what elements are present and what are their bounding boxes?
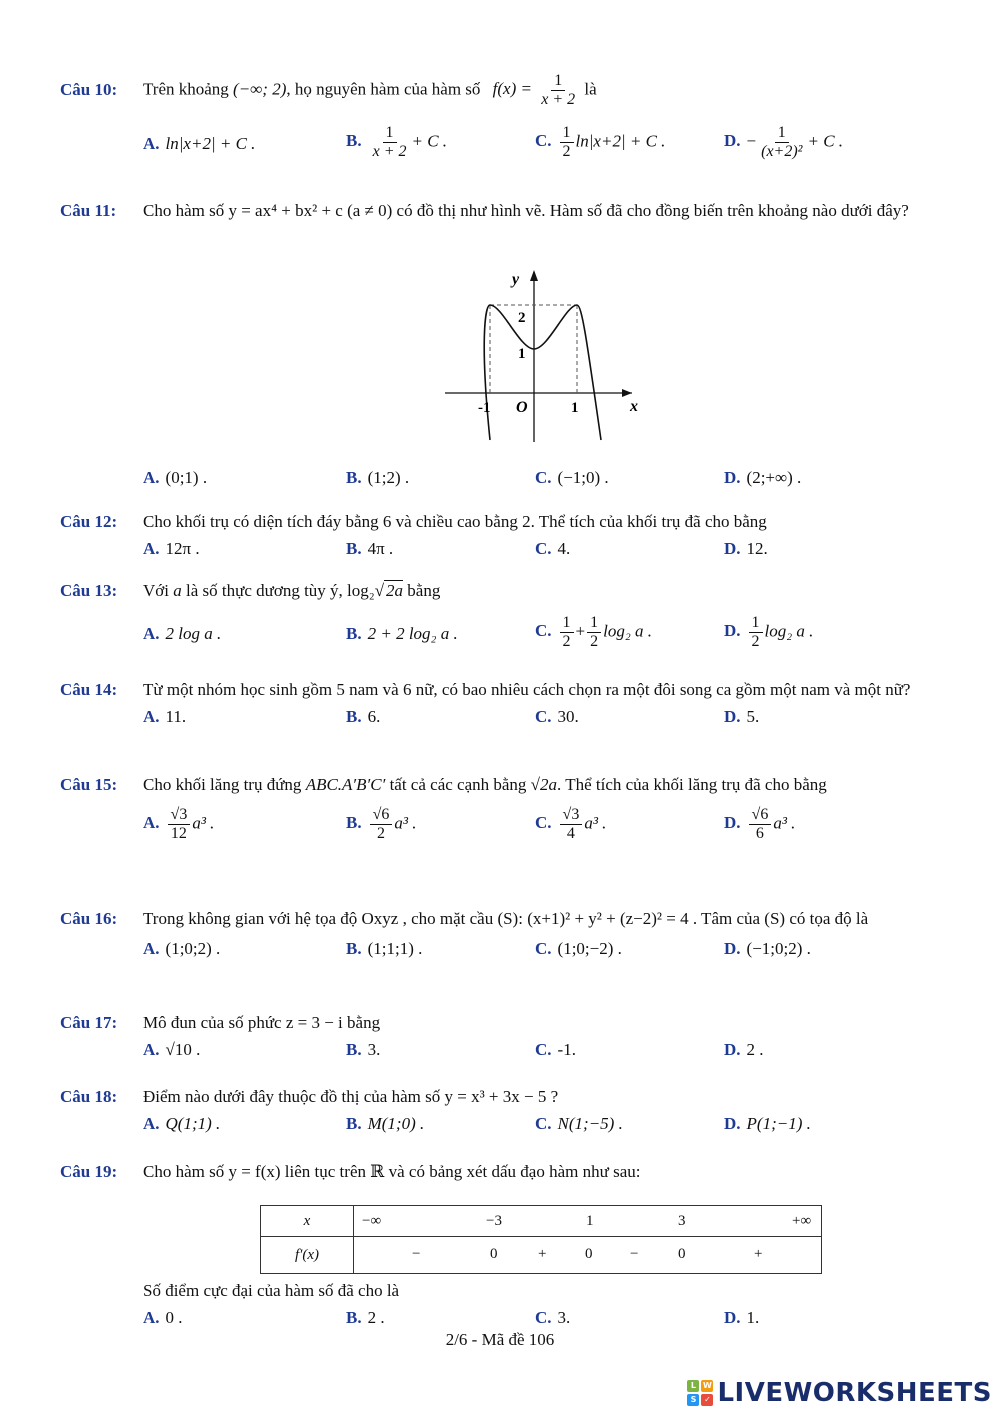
- answer-options: [143, 806, 940, 850]
- option-d[interactable]: D. − $\frac{1}{\text{(x+2)²}}$ + C .: [724, 124, 844, 160]
- option-a[interactable]: A. $\frac{√3}{12}$ a³ .: [143, 806, 215, 842]
- option-c[interactable]: C. N(1;−5) .: [535, 1114, 623, 1133]
- question-number: Câu 14:: [60, 680, 118, 699]
- x-value: −3: [486, 1213, 502, 1229]
- sign-table-x-label: x: [261, 1206, 354, 1237]
- tick-1: 1: [571, 400, 579, 416]
- option-c[interactable]: C. (1;0;−2) .: [535, 939, 622, 958]
- option-d[interactable]: D. 5.: [724, 707, 760, 726]
- option-a[interactable]: A. 11.: [143, 707, 187, 726]
- tick-neg1: -1: [478, 400, 491, 416]
- option-a[interactable]: A. 12π .: [143, 539, 200, 558]
- option-a[interactable]: A. 0 .: [143, 1308, 183, 1327]
- question-number: Câu 13:: [60, 581, 118, 600]
- tick-y1: 1: [518, 346, 526, 362]
- logo-grid-icon: L W S ✓: [687, 1380, 713, 1406]
- option-d[interactable]: D. 1.: [724, 1308, 760, 1327]
- option-d[interactable]: D. (2;+∞) .: [724, 468, 802, 487]
- option-d[interactable]: D. $\frac{1}{2}$ log₂ a .: [724, 614, 814, 650]
- sign: −: [630, 1246, 639, 1262]
- question-number: Câu 11:: [60, 201, 117, 220]
- question-12: [60, 509, 940, 565]
- page-footer: 2/6 - Mã đề 106: [445, 1330, 555, 1349]
- question-text: Với a là số thực dương tùy ý, log₂√ 2a bằng: [143, 581, 441, 600]
- option-a[interactable]: A. (1;0;2) .: [143, 939, 221, 958]
- sign-table: [260, 1205, 822, 1274]
- question-11: [60, 198, 940, 224]
- sign: −: [412, 1246, 421, 1262]
- question-number: Câu 16:: [60, 909, 118, 928]
- question-text: Số điểm cực đại của hàm số đã cho là: [143, 1281, 400, 1300]
- x-value: 3: [678, 1213, 686, 1229]
- question-number: Câu 17:: [60, 1013, 118, 1032]
- answer-options: [143, 703, 940, 733]
- question-number: Câu 15:: [60, 775, 118, 794]
- question-text: Mô đun của số phức z = 3 − i bằng: [143, 1013, 381, 1032]
- question-19-options: [60, 1278, 940, 1334]
- sign: 0: [490, 1246, 498, 1262]
- option-c[interactable]: C. 4.: [535, 539, 571, 558]
- option-c[interactable]: C. -1.: [535, 1040, 576, 1059]
- sign: 0: [585, 1246, 593, 1262]
- option-d[interactable]: D. 12.: [724, 539, 768, 558]
- option-c[interactable]: C. 30.: [535, 707, 579, 726]
- sign: +: [538, 1246, 547, 1262]
- option-c[interactable]: C. $\frac{√3}{4}$ a³ .: [535, 806, 607, 842]
- question-13: [60, 578, 940, 654]
- question-text: Từ một nhóm học sinh gồm 5 nam và 6 nữ, có bao nhiêu cách chọn ra một đôi song ca gồm một nam và một nữ?: [143, 680, 911, 699]
- option-a[interactable]: A. √10 .: [143, 1040, 201, 1059]
- question-text: Trên khoảng (−∞; 2), họ nguyên hàm của hàm số f(x) = $\frac{1}{x + 2}$ là: [143, 71, 597, 108]
- option-a[interactable]: A. ln|x+2| + C .: [143, 134, 256, 153]
- answer-options: [143, 935, 940, 965]
- function-curve: [484, 305, 601, 440]
- y-axis-arrow: [530, 270, 538, 281]
- option-b[interactable]: B. (1;2) .: [346, 468, 410, 487]
- question-15: [60, 772, 940, 850]
- question-18: [60, 1084, 940, 1140]
- sign-table-fp-label: f′(x): [261, 1237, 354, 1274]
- question-16: [60, 902, 940, 965]
- question-number: Câu 10:: [60, 80, 118, 99]
- option-d[interactable]: D. P(1;−1) .: [724, 1114, 811, 1133]
- option-d[interactable]: D. 2 .: [724, 1040, 764, 1059]
- option-d[interactable]: D. (−1;0;2) .: [724, 939, 811, 958]
- x-label: x: [630, 398, 638, 415]
- question-text: Trong không gian với hệ tọa độ Oxyz , cho mặt cầu (S): (x+1)² + y² + (z−2)² = 4 . Tâm của (S) có tọa độ là: [143, 909, 869, 928]
- question-number: Câu 12:: [60, 512, 118, 531]
- question-text: Cho hàm số y = ax⁴ + bx² + c (a ≠ 0) có đồ thị như hình vẽ. Hàm số đã cho đồng biến trên khoảng nào dưới đây?: [143, 201, 909, 220]
- answer-options: [143, 1110, 940, 1140]
- option-c[interactable]: C. $\frac{1}{2}$ + $\frac{1}{2}$ log₂ a .: [535, 614, 653, 650]
- question-text: Cho khối lăng trụ đứng ABC.A′B′C′ tất cả các cạnh bằng √2a. Thể tích của khối lăng trụ đã cho bằng: [143, 775, 827, 794]
- option-a[interactable]: A. 2 log a .: [143, 624, 222, 643]
- option-a[interactable]: A. Q(1;1) .: [143, 1114, 221, 1133]
- question-14: [60, 677, 940, 733]
- brand-name: LIVEWORKSHEETS: [717, 1378, 992, 1408]
- question-10: [60, 72, 940, 164]
- question-number: Câu 18:: [60, 1087, 118, 1106]
- answer-options: [143, 535, 940, 565]
- sign: +: [754, 1246, 763, 1262]
- sign: 0: [678, 1246, 686, 1262]
- option-b[interactable]: B. $\frac{1}{x + 2}$ + C .: [346, 124, 448, 160]
- option-b[interactable]: B. 2 .: [346, 1308, 385, 1327]
- question-text: Cho hàm số y = f(x) liên tục trên ℝ và có bảng xét dấu đạo hàm như sau:: [143, 1162, 641, 1181]
- answer-options: [143, 614, 940, 654]
- option-a[interactable]: A. (0;1) .: [143, 468, 208, 487]
- option-b[interactable]: B. M(1;0) .: [346, 1114, 425, 1133]
- question-text: Cho khối trụ có diện tích đáy bằng 6 và chiều cao bằng 2. Thể tích của khối trụ đã cho bằng: [143, 512, 767, 531]
- option-d[interactable]: D. $\frac{√6}{6}$ a³ .: [724, 806, 796, 842]
- option-c[interactable]: C. $\frac{1}{2}$ ln|x+2| + C .: [535, 124, 666, 160]
- tick-y2: 2: [518, 310, 526, 326]
- liveworksheets-logo[interactable]: [687, 1378, 992, 1408]
- function-graph: [440, 262, 640, 447]
- question-11-options: [60, 464, 940, 494]
- question-17: [60, 1010, 940, 1066]
- question-text: Điểm nào dưới đây thuộc đồ thị của hàm số y = x³ + 3x − 5 ?: [143, 1087, 559, 1106]
- option-b[interactable]: B. (1;1;1) .: [346, 939, 423, 958]
- option-b[interactable]: B. 4π .: [346, 539, 394, 558]
- option-c[interactable]: C. 3.: [535, 1308, 571, 1327]
- question-19: [60, 1159, 940, 1185]
- x-value: +∞: [792, 1213, 812, 1229]
- option-b[interactable]: B. 2 + 2 log₂ a .: [346, 624, 458, 643]
- x-value: −∞: [362, 1213, 382, 1229]
- option-b[interactable]: B. 3.: [346, 1040, 381, 1059]
- x-value: 1: [586, 1213, 594, 1229]
- answer-options: [143, 1036, 940, 1066]
- y-label: y: [512, 271, 520, 288]
- question-number: Câu 19:: [60, 1162, 118, 1181]
- x-axis-arrow: [622, 389, 632, 397]
- option-b[interactable]: B. 6.: [346, 707, 381, 726]
- origin-label: O: [516, 399, 528, 416]
- answer-options: [143, 464, 940, 494]
- answer-options: [143, 124, 940, 164]
- option-b[interactable]: B. $\frac{√6}{2}$ a³ .: [346, 806, 417, 842]
- option-c[interactable]: C. (−1;0) .: [535, 468, 609, 487]
